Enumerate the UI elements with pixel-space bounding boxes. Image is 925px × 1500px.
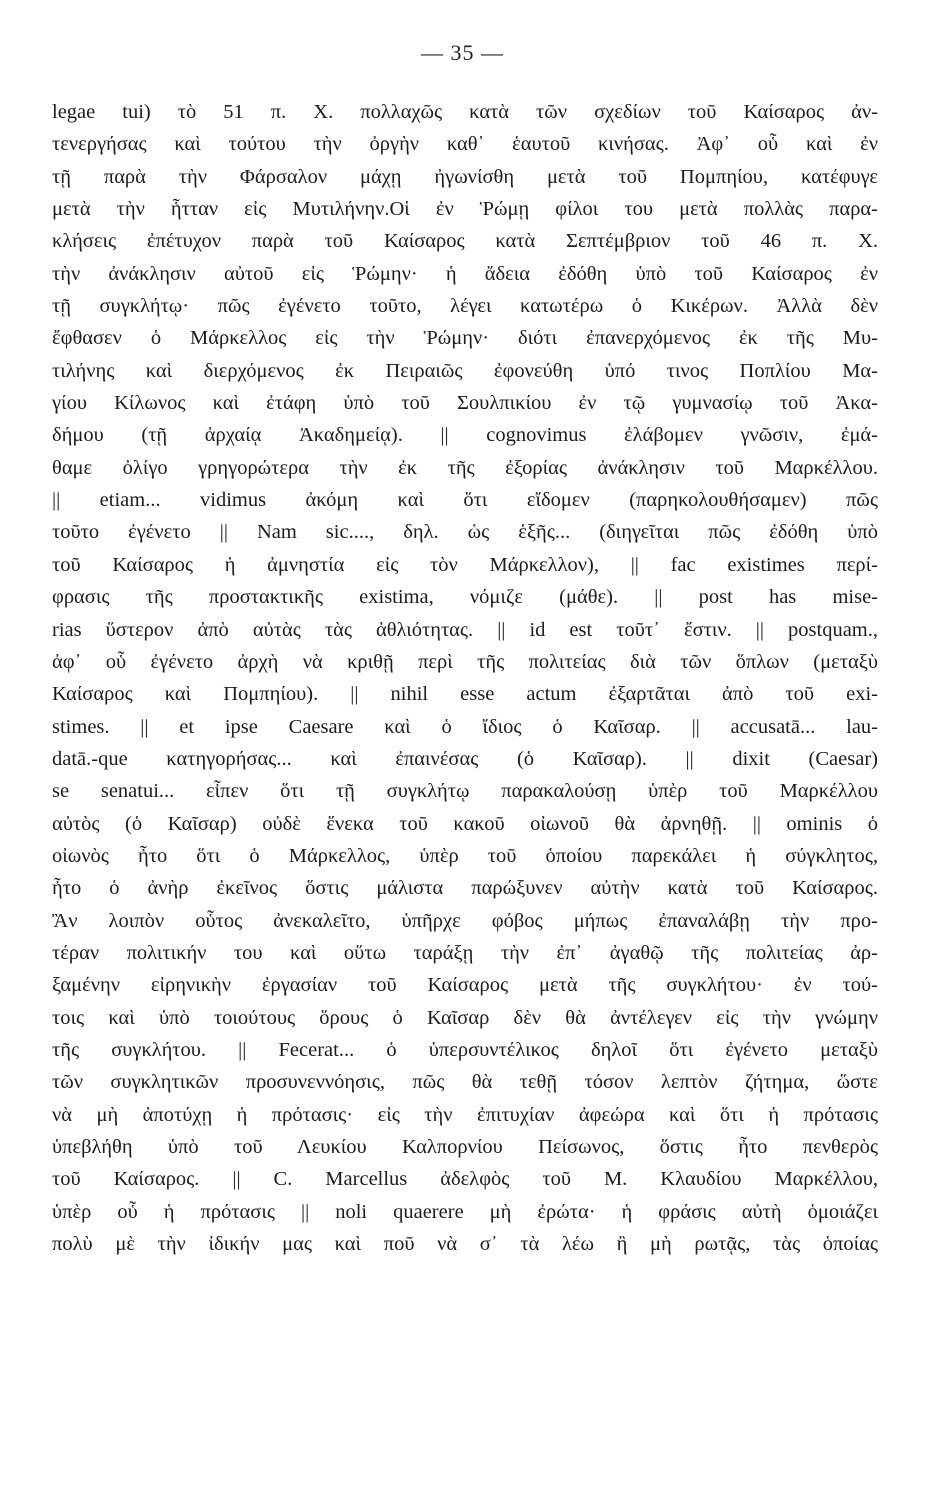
text-line: κλήσεις ἐπέτυχον παρὰ τοῦ Καίσαρος κατὰ Σεπτέμβριον τοῦ 46 π. Χ. [52, 230, 878, 253]
text-line: τοῦτο ἐγένετο || Nam sic...., δηλ. ὡς ἑξῆς... (διηγεῖται πῶς ἐδόθη ὑπὸ [52, 521, 878, 544]
text-line: τοῦ Καίσαρος ἡ ἀμνηστία εἰς τὸν Μάρκελλον), || fac existimes περί- [52, 553, 878, 576]
text-line: δήμου (τῇ ἀρχαίᾳ Ἀκαδημείᾳ). || cognovimus ἐλάβομεν γνῶσιν, ἐμά- [52, 424, 878, 447]
page-number: — 35 — [421, 40, 504, 65]
text-line: τέραν πολιτικήν του καὶ οὕτω ταράξῃ τὴν ἐπ᾽ ἀγαθῷ τῆς πολιτείας ἀρ- [52, 941, 878, 964]
text-line: ξαμένην εἰρηνικὴν ἐργασίαν τοῦ Καίσαρος μετὰ τῆς συγκλήτου· ἐν τού- [52, 974, 878, 997]
text-line: stimes. || et ipse Caesare καὶ ὁ ἴδιος ὁ Καῖσαρ. || accusatā... lau- [52, 715, 878, 738]
text-line: ὑπὲρ οὗ ἡ πρότασις || noli quaerere μὴ ἐρώτα· ἡ φράσις αὐτὴ ὁμοιάζει [52, 1200, 878, 1223]
text-line: τὴν ἀνάκλησιν αὐτοῦ εἰς Ῥώμην· ἡ ἄδεια ἐδόθη ὑπὸ τοῦ Καίσαρος ἐν [52, 262, 878, 285]
text-line: φρασις τῆς προστακτικῆς existima, νόμιζε (μάθε). || post has mise- [52, 586, 878, 609]
text-line: τῇ συγκλήτῳ· πῶς ἐγένετο τοῦτο, λέγει κατωτέρω ὁ Κικέρων. Ἀλλὰ δὲν [52, 295, 878, 318]
text-line: se senatui... εἶπεν ὅτι τῇ συγκλήτῳ παρακαλούσῃ ὑπὲρ τοῦ Μαρκέλλου [52, 780, 878, 803]
text-line: πολὺ μὲ τὴν ἰδικήν μας καὶ ποῦ νὰ σ᾽ τὰ λέω ἢ μὴ ρωτᾷς, τὰς ὁποίας [52, 1233, 878, 1256]
text-line: τῶν συγκλητικῶν προσυνεννόησις, πῶς θὰ τεθῇ τόσον λεπτὸν ζήτημα, ὥστε [52, 1071, 878, 1094]
body-text [52, 96, 878, 1260]
text-line: θαμε ὀλίγο γρηγορώτερα τὴν ἐκ τῆς ἐξορίας ἀνάκλησιν τοῦ Μαρκέλλου. [52, 456, 878, 479]
text-line: γίου Κίλωνος καὶ ἐτάφη ὑπὸ τοῦ Σουλπικίου ἐν τῷ γυμνασίῳ τοῦ Ἀκα- [52, 392, 878, 415]
text-line: τενεργήσας καὶ τούτου τὴν ὀργὴν καθ᾽ ἑαυτοῦ κινήσας. Ἀφ᾽ οὗ καὶ ἐν [52, 133, 878, 156]
text-line: τοις καὶ ὑπὸ τοιούτους ὅρους ὁ Καῖσαρ δὲν θὰ ἀντέλεγεν εἰς τὴν γνώμην [52, 1006, 878, 1029]
text-line: Ἂν λοιπὸν οὗτος ἀνεκαλεῖτο, ὑπῆρχε φόβος μήπως ἐπαναλάβῃ τὴν προ- [52, 909, 878, 932]
text-line: τοῦ Καίσαρος. || C. Marcellus ἀδελφὸς τοῦ Μ. Κλαυδίου Μαρκέλλου, [52, 1168, 878, 1191]
text-line: μετὰ τὴν ἧτταν εἰς Μυτιλήνην.Οἱ ἐν Ῥώμῃ φίλοι του μετὰ πολλὰς παρα- [52, 198, 878, 221]
text-line: legae tui) τὸ 51 π. Χ. πολλαχῶς κατὰ τῶν σχεδίων τοῦ Καίσαρος ἀν- [52, 101, 878, 123]
text-line: τῇ παρὰ τὴν Φάρσαλον μάχῃ ἠγωνίσθη μετὰ τοῦ Πομπηίου, κατέφυγε [52, 165, 878, 188]
text-line: ὑπεβλήθη ὑπὸ τοῦ Λευκίου Καλπορνίου Πείσωνος, ὅστις ἦτο πενθερὸς [52, 1136, 878, 1158]
text-line: ἦτο ὁ ἀνὴρ ἐκεῖνος ὅστις μάλιστα παρώξυνεν αὐτὴν κατὰ τοῦ Καίσαρος. [52, 877, 878, 900]
text-line: datā.-que κατηγορήσας... καὶ ἐπαινέσας (ὁ Καῖσαρ). || dixit (Caesar) [52, 747, 878, 770]
text-line: ἔφθασεν ὁ Μάρκελλος εἰς τὴν Ῥώμην· διότι ἐπανερχόμενος ἐκ τῆς Μυ- [52, 327, 878, 350]
text-line: rias ὕστερον ἀπὸ αὐτὰς τὰς ἀθλιότητας. || id est τοῦτ᾽ ἔστιν. || postquam., [52, 618, 878, 641]
text-line: Καίσαρος καὶ Πομπηίου). || nihil esse actum ἐξαρτᾶται ἀπὸ τοῦ exi- [52, 683, 878, 706]
text-line: || etiam... vidimus ἀκόμη καὶ ὅτι εἴδομεν (παρηκολουθήσαμεν) πῶς [52, 489, 878, 512]
text-line: τῆς συγκλήτου. || Fecerat... ὁ ὑπερσυντέλικος δηλοῖ ὅτι ἐγένετο μεταξὺ [52, 1038, 878, 1061]
text-line: οἰωνὸς ἦτο ὅτι ὁ Μάρκελλος, ὑπὲρ τοῦ ὁποίου παρεκάλει ἡ σύγκλητος, [52, 844, 878, 867]
text-line: αὐτὸς (ὁ Καῖσαρ) οὐδὲ ἕνεκα τοῦ κακοῦ οἰωνοῦ θὰ ἀρνηθῇ. || ominis ὁ [52, 812, 878, 835]
text-line: νὰ μὴ ἀποτύχῃ ἡ πρότασις· εἰς τὴν ἐπιτυχίαν ἀφεώρα καὶ ὅτι ἡ πρότασις [52, 1103, 878, 1126]
text-line: ἀφ᾽ οὗ ἐγένετο ἀρχὴ νὰ κριθῇ περὶ τῆς πολιτείας διὰ τῶν ὅπλων (μεταξὺ [52, 650, 878, 673]
text-line: τιλήνης καὶ διερχόμενος ἐκ Πειραιῶς ἐφονεύθη ὑπό τινος Ποπλίου Μα- [52, 359, 878, 382]
